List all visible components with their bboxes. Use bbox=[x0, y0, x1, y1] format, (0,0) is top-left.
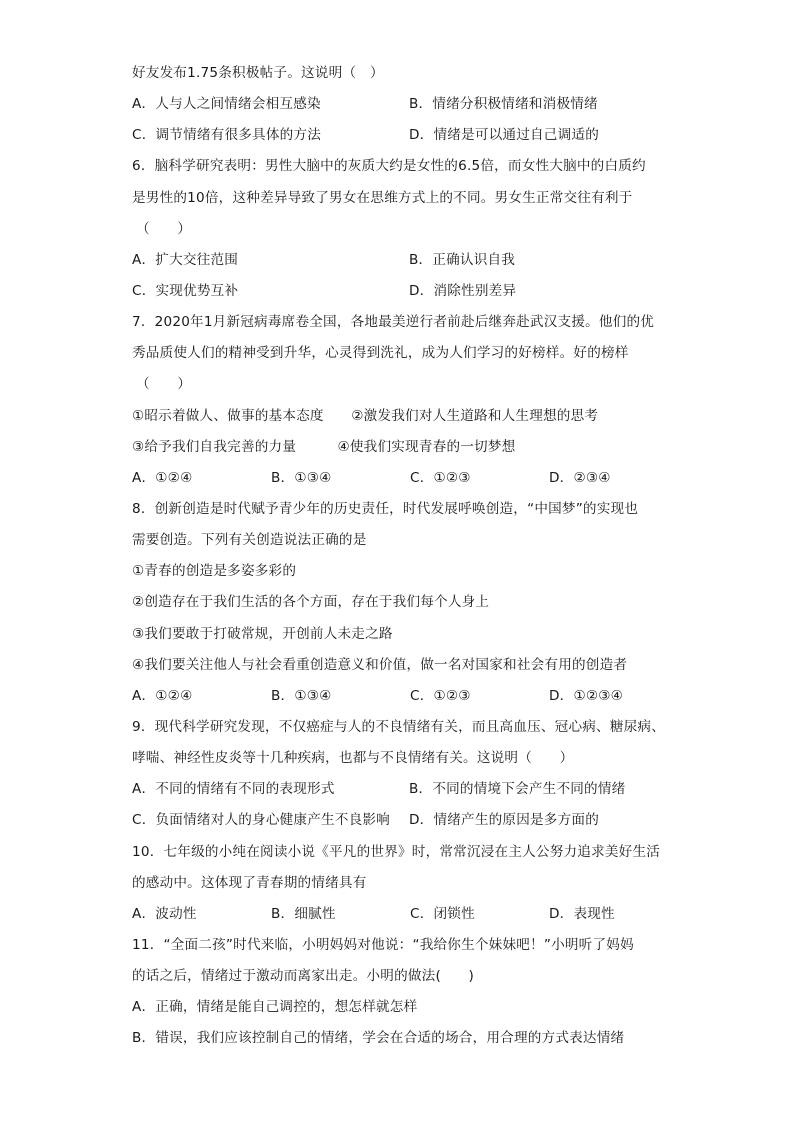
answer-option: D．消除性别差异 bbox=[409, 282, 517, 299]
question-block bbox=[132, 494, 672, 712]
question-block bbox=[132, 837, 672, 930]
answer-option: D．情绪是可以通过自己调适的 bbox=[409, 127, 599, 144]
question-text-line: A．正确，情绪是能自己调控的，想怎样就怎样 bbox=[132, 999, 418, 1016]
question-text-line: 是男性的10倍，这种差异导致了男女在思维方式上的不同。男女生正常交往有利于 bbox=[132, 189, 633, 206]
question-block bbox=[132, 151, 672, 307]
question-text-line: ②创造存在于我们生活的各个方面，存在于我们每个人身上 bbox=[132, 594, 490, 611]
options-row bbox=[132, 276, 672, 307]
question-text-line: B．错误，我们应该控制自己的情绪，学会在合适的场合，用合理的方式表达情绪 bbox=[132, 1030, 625, 1047]
answer-option: D．情绪产生的原因是多方面的 bbox=[409, 812, 599, 829]
options-row bbox=[132, 774, 672, 805]
answer-option: C．实现优势互补 bbox=[132, 282, 239, 299]
answer-option: B．①③④ bbox=[271, 687, 332, 704]
question-text-line: 秀品质使人们的精神受到升华，心灵得到洗礼，成为人们学习的好榜样。好的榜样 bbox=[132, 345, 629, 362]
answer-option: D．②③④ bbox=[549, 469, 611, 486]
answer-option: A．不同的情绪有不同的表现形式 bbox=[132, 781, 335, 798]
question-text-line: ④我们要关注他人与社会看重创造意义和价值，做一名对国家和社会有用的创造者 bbox=[132, 656, 628, 673]
answer-option: C．负面情绪对人的身心健康产生不良影响 bbox=[132, 812, 390, 829]
answer-option: A．扩大交往范围 bbox=[132, 251, 239, 268]
answer-option: C．调节情绪有很多具体的方法 bbox=[132, 127, 322, 144]
answer-option: D．表现性 bbox=[549, 905, 615, 922]
answer-option: A．①②④ bbox=[132, 469, 193, 486]
answer-option: B．不同的情境下会产生不同的情绪 bbox=[409, 781, 626, 798]
question-text-line: 需要创造。下列有关创造说法正确的是 bbox=[132, 532, 367, 549]
answer-option: B．①③④ bbox=[271, 469, 332, 486]
answer-option: B．情绪分积极情绪和消极情绪 bbox=[409, 96, 598, 113]
question-text-line: 10．七年级的小纯在阅读小说《平凡的世界》时，常常沉浸在主人公努力追求美好生活 bbox=[132, 843, 661, 860]
question-text-line: 9．现代科学研究发现，不仅癌症与人的不良情绪有关，而且高血压、冠心病、糖尿病、 bbox=[132, 718, 666, 735]
question-text-line: ③给予我们自我完善的力量 ④使我们实现青春的一切梦想 bbox=[132, 438, 516, 455]
question-text-line: 好友发布1.75条积极帖子。这说明（ ） bbox=[132, 65, 384, 81]
question-block bbox=[132, 712, 672, 837]
question-text-line: （ ） bbox=[136, 220, 192, 237]
answer-option: D．①②③④ bbox=[549, 687, 624, 704]
options-row bbox=[132, 245, 672, 276]
answer-option: A．①②④ bbox=[132, 687, 193, 704]
question-text-line: ③我们要敢于打破常规，开创前人未走之路 bbox=[132, 625, 393, 642]
question-text-line: ①昭示着做人、做事的基本态度 ②激发我们对人生道路和人生理想的思考 bbox=[132, 407, 599, 424]
question-block bbox=[132, 58, 672, 151]
options-row bbox=[132, 120, 672, 151]
answer-option: A．人与人之间情绪会相互感染 bbox=[132, 96, 321, 113]
question-text-line: 哮喘、神经性皮炎等十几种疾病，也都与不良情绪有关。这说明（ ） bbox=[132, 750, 574, 767]
answer-option: C．①②③ bbox=[410, 469, 471, 486]
question-block bbox=[132, 930, 672, 1055]
question-text-line: 的感动中。这体现了青春期的情绪具有 bbox=[132, 874, 367, 891]
question-text-line: 6．脑科学研究表明：男性大脑中的灰质大约是女性的6.5倍，而女性大脑中的白质约 bbox=[132, 158, 646, 175]
options-row bbox=[132, 899, 672, 930]
question-text-line: 的话之后，情绪过于激动而离家出走。小明的做法( ) bbox=[132, 968, 475, 985]
answer-option: C．①②③ bbox=[410, 687, 471, 704]
question-text-line: 11．“全面二孩”时代来临，小明妈妈对他说：“我给你生个妹妹吧！”小明听了妈妈 bbox=[132, 936, 634, 953]
answer-option: A．波动性 bbox=[132, 905, 197, 922]
options-row bbox=[132, 463, 672, 494]
answer-option: B．正确认识自我 bbox=[409, 251, 516, 268]
question-text-line: ①青春的创造是多姿多彩的 bbox=[132, 563, 297, 580]
exam-page bbox=[132, 58, 672, 1055]
options-row bbox=[132, 681, 672, 712]
question-text-line: （ ） bbox=[136, 376, 192, 393]
answer-option: B．细腻性 bbox=[271, 905, 336, 922]
options-row bbox=[132, 805, 672, 836]
options-row bbox=[132, 89, 672, 120]
question-text-line: 8．创新创造是时代赋予青少年的历史责任，时代发展呼唤创造，“中国梦”的实现也 bbox=[132, 500, 639, 517]
answer-option: C．闭锁性 bbox=[410, 905, 475, 922]
question-block bbox=[132, 307, 672, 494]
question-text-line: 7．2020年1月新冠病毒席卷全国，各地最美逆行者前赴后继奔赴武汉支援。他们的优 bbox=[132, 314, 655, 331]
